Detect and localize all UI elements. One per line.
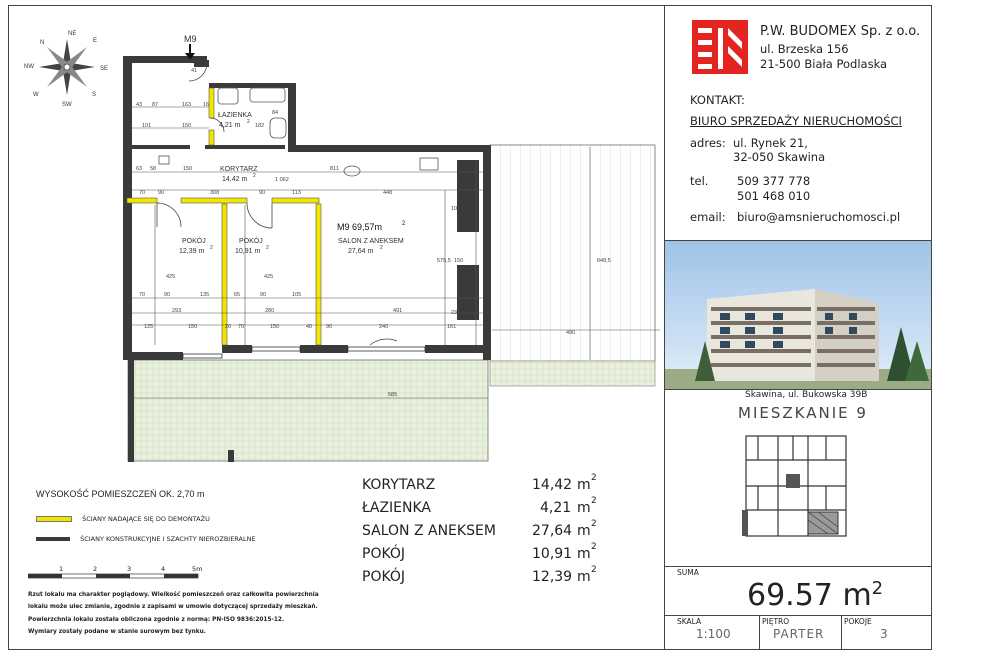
- company-name: P.W. BUDOMEX Sp. z o.o.: [760, 24, 921, 39]
- phone-2: 501 468 010: [737, 189, 811, 203]
- note-line-1: Rzut lokalu ma charakter poglądowy. Wielkość pomieszczeń oraz całkowita powierzchnia: [28, 592, 319, 598]
- contact-heading: KONTAKT:: [690, 93, 745, 107]
- compass-s: S: [92, 92, 97, 98]
- svg-text:125: 125: [144, 324, 154, 330]
- svg-text:425: 425: [166, 274, 176, 280]
- scale-tick-5: 5m: [192, 565, 203, 573]
- compass-n: N: [40, 40, 45, 46]
- svg-text:135: 135: [200, 292, 210, 298]
- compass-nw: NW: [24, 64, 34, 70]
- address-line-1: ul. Rynek 21,: [733, 136, 808, 150]
- salon-area-sup: 2: [380, 245, 383, 251]
- svg-text:102,5: 102,5: [451, 206, 465, 212]
- company-logo-icon: [692, 20, 748, 74]
- room1-name: POKÓJ: [182, 238, 206, 245]
- table-row: [362, 473, 602, 500]
- svg-text:585: 585: [388, 392, 398, 398]
- svg-text:90: 90: [259, 190, 266, 196]
- table-row: [362, 565, 602, 592]
- floor-label: PIĘTRO: [762, 617, 790, 626]
- svg-text:63: 63: [136, 166, 143, 172]
- total-area-value: 69.57: [747, 578, 833, 613]
- svg-text:163: 163: [182, 102, 192, 108]
- total-area-unit: m: [842, 578, 872, 613]
- svg-text:448: 448: [383, 190, 393, 196]
- bathroom-fixtures: [159, 88, 438, 176]
- svg-text:90: 90: [158, 190, 165, 196]
- svg-text:490: 490: [566, 330, 576, 336]
- room-height-note: WYSOKOŚĆ POMIESZCZEŃ OK. 2,70 m: [36, 489, 205, 499]
- dark-wall-swatch: [36, 537, 70, 541]
- total-area: [747, 578, 883, 613]
- location-address: Skawina, ul. Bukowska 39B: [745, 390, 868, 400]
- legend-yellow-label: ŚCIANY NADAJĄCE SIĘ DO DEMONTAŻU: [82, 515, 210, 523]
- table-row: [362, 519, 602, 546]
- garden-area: [128, 360, 488, 461]
- floor-value: PARTER: [773, 627, 825, 641]
- svg-text:70: 70: [139, 190, 146, 196]
- terrace-area: [490, 145, 655, 361]
- svg-text:90: 90: [326, 324, 333, 330]
- phone-label: tel.: [690, 174, 709, 188]
- svg-text:90: 90: [164, 292, 171, 298]
- room-name: POKÓJ: [362, 546, 406, 562]
- entry-label: M9: [184, 34, 197, 44]
- apartment-label: M9 69,57m: [337, 222, 383, 232]
- room-unit: m: [577, 523, 591, 539]
- svg-text:648,5: 648,5: [597, 258, 611, 264]
- room-name: SALON Z ANEKSEM: [362, 523, 496, 539]
- scale-tick-1: 1: [59, 565, 64, 573]
- rooms-value: 3: [880, 627, 888, 641]
- building-key-plan: [738, 430, 858, 542]
- svg-text:150: 150: [454, 258, 464, 264]
- scale-tick-4: 4: [161, 565, 166, 573]
- compass-rose-icon: [39, 38, 98, 95]
- room-area: 10,91: [532, 546, 573, 562]
- svg-text:280: 280: [265, 308, 275, 314]
- svg-text:16: 16: [203, 102, 210, 108]
- corridor-name: KORYTARZ: [220, 166, 258, 173]
- company-city: 21-500 Biała Podlaska: [760, 57, 888, 71]
- room-unit: m: [577, 477, 591, 493]
- svg-text:811: 811: [330, 166, 339, 172]
- room1-area-sup: 2: [210, 245, 213, 251]
- table-row: [362, 496, 602, 523]
- note-line-3: Powierzchnia lokalu została obliczona zgodnie z normą: PN-ISO 9836:2015-12.: [28, 617, 285, 623]
- svg-text:425: 425: [264, 274, 274, 280]
- scale-value: 1:100: [696, 627, 731, 641]
- svg-text:41: 41: [191, 68, 198, 74]
- room-unit-sup: 2: [591, 473, 597, 483]
- apartment-label-sup: 2: [402, 221, 406, 227]
- svg-text:150: 150: [182, 123, 192, 129]
- legend-dark: [36, 535, 256, 543]
- room-area: 27,64: [532, 523, 573, 539]
- legend-dark-label: ŚCIANY KONSTRUKCYJNE I SZACHTY NIEROZBIERALNE: [80, 535, 256, 543]
- svg-text:150: 150: [183, 166, 193, 172]
- address-label: adres:: [690, 136, 726, 150]
- bath-name: ŁAZIENKA: [218, 112, 252, 119]
- room-unit-sup: 2: [591, 565, 597, 575]
- phone-1: 509 377 778: [737, 174, 811, 188]
- scale-bar: [28, 562, 208, 582]
- room-name: KORYTARZ: [362, 477, 436, 493]
- svg-text:293: 293: [172, 308, 182, 314]
- svg-text:101: 101: [142, 123, 152, 129]
- room-unit: m: [577, 500, 591, 516]
- room-unit-sup: 2: [591, 542, 597, 552]
- compass-w: W: [33, 92, 39, 98]
- salon-name: SALON Z ANEKSEM: [338, 238, 404, 245]
- svg-text:70: 70: [139, 292, 146, 298]
- svg-text:161: 161: [447, 324, 457, 330]
- svg-text:90: 90: [260, 292, 267, 298]
- svg-text:240: 240: [379, 324, 389, 330]
- yellow-wall-swatch: [36, 516, 72, 522]
- room2-name: POKÓJ: [239, 238, 263, 245]
- svg-text:113: 113: [292, 190, 301, 196]
- svg-text:20: 20: [225, 324, 232, 330]
- room-unit: m: [577, 546, 591, 562]
- scale-tick-2: 2: [93, 565, 98, 573]
- svg-text:150: 150: [188, 324, 198, 330]
- room2-area: 10,91 m: [235, 248, 261, 255]
- address-line-2: 32-050 Skawina: [733, 150, 826, 164]
- svg-text:575,5: 575,5: [437, 258, 451, 264]
- compass-se: SE: [100, 66, 109, 72]
- bath-area-sup: 2: [247, 119, 250, 125]
- apartment-title: MIESZKANIE 9: [738, 404, 868, 422]
- room-unit-sup: 2: [591, 496, 597, 506]
- total-label: SUMA: [677, 568, 699, 577]
- compass-sw: SW: [62, 102, 72, 108]
- svg-text:43: 43: [136, 102, 143, 108]
- corridor-area-sup: 2: [253, 173, 256, 179]
- svg-text:150: 150: [270, 324, 280, 330]
- room-area: 12,39: [532, 569, 573, 585]
- svg-text:233: 233: [451, 310, 461, 316]
- doors: [157, 63, 397, 345]
- room-area: 4,21: [540, 500, 572, 516]
- svg-text:40: 40: [306, 324, 313, 330]
- svg-text:84: 84: [272, 110, 279, 116]
- svg-text:65: 65: [234, 292, 241, 298]
- bath-area: 4,21 m: [219, 122, 241, 129]
- scale-tick-3: 3: [127, 565, 132, 573]
- room-unit-sup: 2: [591, 519, 597, 529]
- svg-text:182: 182: [255, 123, 265, 129]
- scale-label: SKALA: [677, 617, 702, 626]
- email-label: email:: [690, 210, 726, 224]
- svg-text:70: 70: [238, 324, 245, 330]
- svg-text:491: 491: [393, 308, 403, 314]
- svg-text:105: 105: [292, 292, 302, 298]
- room2-area-sup: 2: [266, 245, 269, 251]
- svg-text:308: 308: [210, 190, 220, 196]
- room-area: 14,42: [532, 477, 573, 493]
- salon-area: 27,64 m: [348, 248, 374, 255]
- sales-office-label: BIURO SPRZEDAŻY NIERUCHOMOŚCI: [690, 114, 902, 128]
- room-unit: m: [577, 569, 591, 585]
- email-address[interactable]: biuro@amsnieruchomosci.pl: [737, 210, 901, 224]
- legend-yellow: [36, 515, 210, 523]
- floor-plan: [0, 0, 664, 470]
- room1-area: 12,39 m: [179, 248, 205, 255]
- corridor-area: 14,42 m: [222, 176, 248, 183]
- room-name: POKÓJ: [362, 569, 406, 585]
- total-area-unit-sup: 2: [871, 578, 884, 599]
- compass-ne: NE: [68, 31, 77, 37]
- note-line-4: Wymiary zostały podane w stanie surowym bez tynku.: [28, 629, 206, 635]
- building-rendering: [665, 241, 931, 389]
- table-row: [362, 542, 602, 569]
- svg-text:1 062: 1 062: [275, 177, 289, 183]
- room-name: ŁAZIENKA: [362, 500, 431, 516]
- company-street: ul. Brzeska 156: [760, 42, 849, 56]
- compass-e: E: [93, 38, 98, 44]
- note-line-2: lokalu może ulec zmianie, zgodnie z zapisami w umowie dotyczącej sprzedaży mieszkań.: [28, 604, 318, 610]
- room-area-table: [362, 473, 602, 592]
- svg-text:58: 58: [150, 166, 157, 172]
- svg-text:87: 87: [152, 102, 159, 108]
- rooms-label: POKOJE: [844, 617, 872, 626]
